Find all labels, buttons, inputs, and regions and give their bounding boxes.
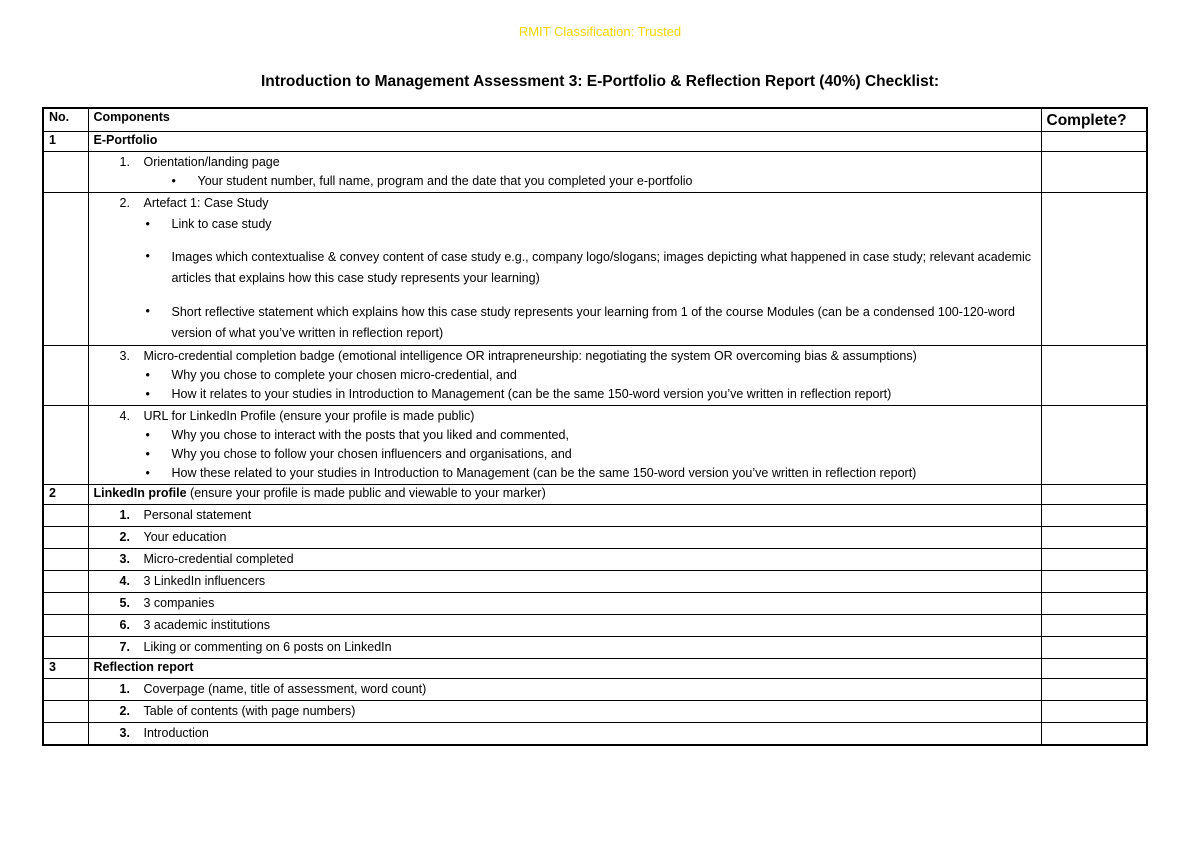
table-row (43, 527, 1147, 549)
bullet-icon: • (145, 387, 150, 401)
table-row (43, 152, 1147, 193)
section-row-linkedin (43, 485, 1147, 505)
item-text: Liking or commenting on 6 posts on LinkedIn (143, 640, 392, 654)
complete-cell[interactable] (1041, 193, 1147, 346)
complete-cell[interactable] (1041, 615, 1147, 637)
item-number: 2. (119, 530, 130, 544)
bullet-icon: • (145, 217, 150, 231)
section-note: (ensure your profile is made public and viewable to your marker) (186, 486, 546, 500)
complete-cell[interactable] (1041, 485, 1147, 505)
bullet-text: Why you chose to follow your chosen influencers and organisations, and (171, 447, 572, 461)
bullet-text: Short reflective statement which explains how this case study represents your learning from 1 of the course Modules (can be a condensed 100-120-word version of what you’ve written in reflection report) (171, 305, 1016, 340)
item-text: Micro-credential completed (143, 552, 294, 566)
table-row (43, 615, 1147, 637)
complete-cell[interactable] (1041, 132, 1147, 152)
bullet-icon: • (145, 466, 150, 480)
header-no: No. (43, 108, 88, 132)
complete-cell[interactable] (1041, 637, 1147, 659)
section-row-eportfolio (43, 132, 1147, 152)
classification-label: RMIT Classification: Trusted (518, 24, 682, 39)
section-title: E-Portfolio (88, 132, 1041, 152)
complete-cell[interactable] (1041, 701, 1147, 723)
component-cell (88, 152, 1041, 193)
table-row (43, 505, 1147, 527)
item-text: Your education (143, 530, 227, 544)
item-number: 1. (119, 155, 130, 169)
item-number: 3. (119, 349, 130, 363)
complete-cell[interactable] (1041, 549, 1147, 571)
bullet-icon: • (145, 304, 150, 318)
item-text: 3 academic institutions (143, 618, 270, 632)
bullet-icon: • (145, 428, 150, 442)
item-number: 4. (119, 574, 130, 588)
item-number: 7. (119, 640, 130, 654)
item-text: 3 LinkedIn influencers (143, 574, 266, 588)
section-title: LinkedIn profile (ensure your profile is made public and viewable to your marker) (88, 485, 1041, 505)
bullet-icon: • (145, 249, 150, 263)
item-number: 5. (119, 596, 130, 610)
table-header-row (43, 108, 1147, 132)
item-text: Introduction (143, 726, 209, 740)
section-title: Reflection report (88, 659, 1041, 679)
item-text: Orientation/landing page (143, 155, 280, 169)
complete-cell[interactable] (1041, 152, 1147, 193)
table-row (43, 346, 1147, 406)
table-row (43, 637, 1147, 659)
bullet-icon: • (171, 174, 176, 188)
header-complete: Complete? (1041, 108, 1147, 132)
item-number: 1. (119, 508, 130, 522)
item-number: 2. (119, 196, 130, 210)
table-row (43, 193, 1147, 346)
complete-cell[interactable] (1041, 346, 1147, 406)
table-row (43, 549, 1147, 571)
section-number: 1 (43, 132, 88, 152)
complete-cell[interactable] (1041, 659, 1147, 679)
complete-cell[interactable] (1041, 505, 1147, 527)
component-cell (88, 346, 1041, 406)
item-text: Table of contents (with page numbers) (143, 704, 356, 718)
bullet-text: Why you chose to complete your chosen micro-credential, and (171, 368, 517, 382)
bullet-text: Link to case study (171, 217, 272, 231)
table-row (43, 406, 1147, 485)
bullet-text: Why you chose to interact with the posts that you liked and commented, (171, 428, 569, 442)
item-text: Coverpage (name, title of assessment, word count) (143, 682, 427, 696)
bullet-text: Your student number, full name, program and the date that you completed your e-portfolio (197, 174, 693, 188)
component-cell (88, 193, 1041, 346)
table-row (43, 593, 1147, 615)
item-number: 1. (119, 682, 130, 696)
section-number: 2 (43, 485, 88, 505)
checklist-table (42, 107, 1148, 746)
table-row (43, 723, 1147, 746)
item-text: 3 companies (143, 596, 215, 610)
item-text: Micro-credential completion badge (emotional intelligence OR intrapreneurship: negotiating the system OR overcoming bias & assumptions) (143, 349, 917, 363)
complete-cell[interactable] (1041, 571, 1147, 593)
header-components: Components (88, 108, 1041, 132)
table-row (43, 679, 1147, 701)
bullet-icon: • (145, 447, 150, 461)
complete-cell[interactable] (1041, 723, 1147, 746)
section-number: 3 (43, 659, 88, 679)
item-number: 2. (119, 704, 130, 718)
item-number: 6. (119, 618, 130, 632)
component-cell (88, 406, 1041, 485)
table-row (43, 701, 1147, 723)
complete-cell[interactable] (1041, 593, 1147, 615)
complete-cell[interactable] (1041, 527, 1147, 549)
item-text: URL for LinkedIn Profile (ensure your profile is made public) (143, 409, 475, 423)
item-number: 4. (119, 409, 130, 423)
bullet-icon: • (145, 368, 150, 382)
item-number: 3. (119, 552, 130, 566)
item-text: Personal statement (143, 508, 252, 522)
bullet-text: How these related to your studies in Introduction to Management (can be the same 150-word version you’ve written in reflection report) (171, 466, 917, 480)
item-number: 3. (119, 726, 130, 740)
bullet-text: Images which contextualise & convey content of case study e.g., company logo/slogans; images depicting what happened in case study; relevant academic articles that explains how this case study represents your learning) (171, 250, 1032, 285)
bullet-text: How it relates to your studies in Introduction to Management (can be the same 150-word version you’ve written in reflection report) (171, 387, 892, 401)
section-row-reflection (43, 659, 1147, 679)
complete-cell[interactable] (1041, 406, 1147, 485)
complete-cell[interactable] (1041, 679, 1147, 701)
table-row (43, 571, 1147, 593)
item-text: Artefact 1: Case Study (143, 196, 269, 210)
document-title: Introduction to Management Assessment 3: E-Portfolio & Reflection Report (40%) Checklist: (260, 73, 940, 90)
